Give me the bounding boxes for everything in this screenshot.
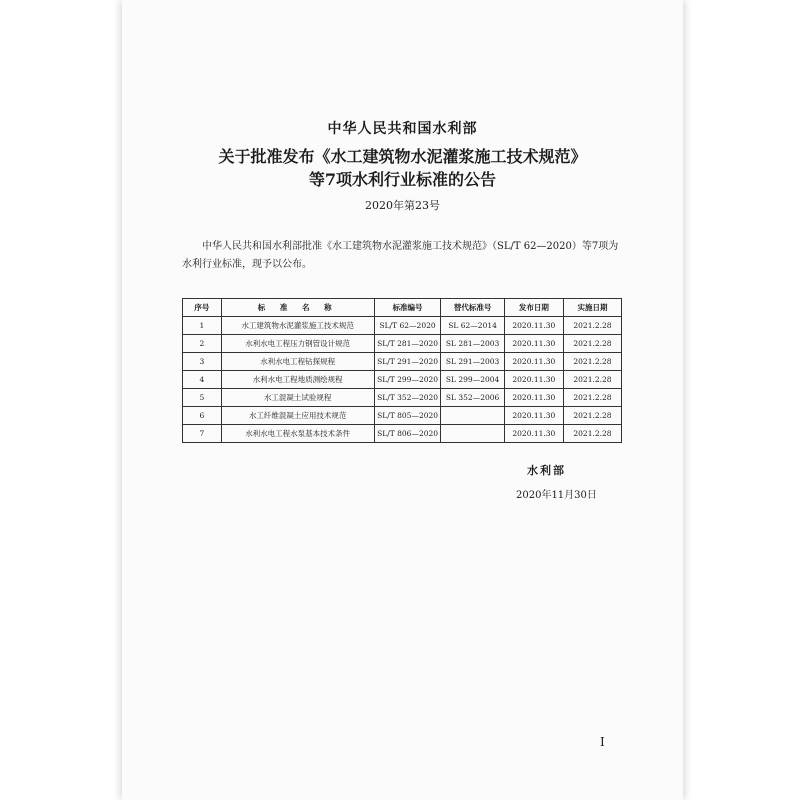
cell-effective-date: 2021.2.28 (563, 371, 621, 389)
cell-serial: 3 (183, 353, 222, 371)
cell-name: 水利水电工程地质测绘规程 (221, 371, 374, 389)
cell-replaced: SL 299—2004 (441, 371, 504, 389)
cell-effective-date: 2021.2.28 (563, 317, 621, 335)
cell-effective-date: 2021.2.28 (563, 335, 621, 353)
cell-effective-date: 2021.2.28 (563, 353, 621, 371)
signature-date: 2020年11月30日 (516, 490, 597, 501)
table-header-row (183, 299, 622, 317)
header-name: 标 准 名 称 (221, 299, 374, 317)
cell-serial: 2 (183, 335, 222, 353)
cell-replaced: SL 352—2006 (441, 389, 504, 407)
standards-table (182, 298, 622, 443)
table-row (183, 353, 622, 371)
cell-serial: 5 (183, 389, 222, 407)
page-number: I (600, 735, 605, 749)
cell-name: 水工纤维混凝土应用技术规范 (221, 407, 374, 425)
cell-replaced (441, 407, 504, 425)
cell-publish-date: 2020.11.30 (504, 389, 563, 407)
cell-effective-date: 2021.2.28 (563, 425, 621, 443)
document-page (122, 0, 683, 800)
cell-code: SL/T 299—2020 (374, 371, 441, 389)
table-row (183, 371, 622, 389)
cell-replaced: SL 291—2003 (441, 353, 504, 371)
cell-publish-date: 2020.11.30 (504, 335, 563, 353)
cell-name: 水利水电工程钻探规程 (221, 353, 374, 371)
cell-code: SL/T 281—2020 (374, 335, 441, 353)
cell-serial: 6 (183, 407, 222, 425)
cell-replaced (441, 425, 504, 443)
cell-code: SL/T 805—2020 (374, 407, 441, 425)
cell-serial: 1 (183, 317, 222, 335)
cell-code: SL/T 352—2020 (374, 389, 441, 407)
header-publish-date: 发布日期 (504, 299, 563, 317)
table-row (183, 335, 622, 353)
header-effective-date: 实施日期 (563, 299, 621, 317)
cell-publish-date: 2020.11.30 (504, 425, 563, 443)
announcement-title (122, 145, 683, 191)
cell-code: SL/T 806—2020 (374, 425, 441, 443)
title-line-2: 等7项水利行业标准的公告 (308, 170, 497, 189)
table-row (183, 389, 622, 407)
cell-replaced: SL 62—2014 (441, 317, 504, 335)
cell-publish-date: 2020.11.30 (504, 371, 563, 389)
cell-publish-date: 2020.11.30 (504, 317, 563, 335)
table-row (183, 425, 622, 443)
cell-name: 水利水电工程水泵基本技术条件 (221, 425, 374, 443)
cell-publish-date: 2020.11.30 (504, 407, 563, 425)
title-line-1: 关于批准发布《水工建筑物水泥灌浆施工技术规范》 (218, 147, 587, 166)
table-row (183, 407, 622, 425)
cell-name: 水利水电工程压力钢管设计规范 (221, 335, 374, 353)
header-serial: 序号 (183, 299, 222, 317)
cell-replaced: SL 281—2003 (441, 335, 504, 353)
document-number: 2020年第23号 (365, 199, 440, 212)
ministry-name: 中华人民共和国水利部 (327, 121, 478, 137)
header-code: 标准编号 (374, 299, 441, 317)
cell-code: SL/T 62—2020 (374, 317, 441, 335)
body-paragraph: 中华人民共和国水利部批准《水工建筑物水泥灌浆施工技术规范》（SL/T 62—2020）等7项为水利行业标准，现予以公布。 (182, 241, 619, 270)
cell-effective-date: 2021.2.28 (563, 389, 621, 407)
cell-name: 水工混凝土试验规程 (221, 389, 374, 407)
cell-effective-date: 2021.2.28 (563, 407, 621, 425)
cell-publish-date: 2020.11.30 (504, 353, 563, 371)
table-row (183, 317, 622, 335)
cell-serial: 4 (183, 371, 222, 389)
cell-code: SL/T 291—2020 (374, 353, 441, 371)
header-replaced: 替代标准号 (441, 299, 504, 317)
cell-serial: 7 (183, 425, 222, 443)
cell-name: 水工建筑物水泥灌浆施工技术规范 (221, 317, 374, 335)
signature-ministry: 水利部 (527, 464, 566, 477)
